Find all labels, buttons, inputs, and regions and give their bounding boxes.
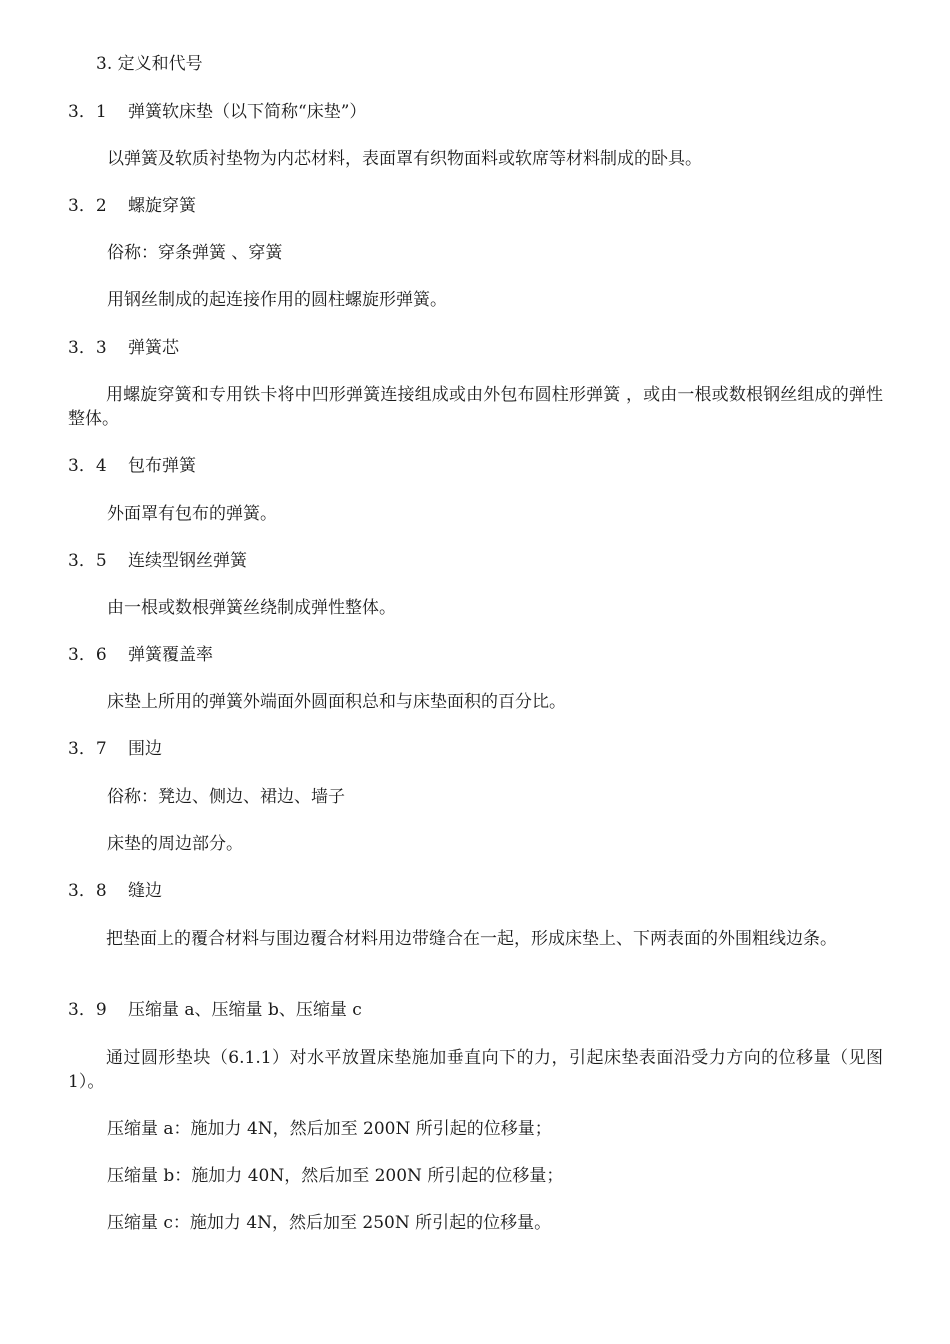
section-title: 连续型钢丝弹簧 <box>128 551 247 571</box>
definition-text: 外面罩有包布的弹簧。 <box>107 504 277 524</box>
definition-text: 用螺旋穿簧和专用铁卡将中凹形弹簧连接组成或由外包布圆柱形弹簧 ，或由一根或数根钢丝组成的弹性整体。 <box>68 385 883 429</box>
definition-text: 通过圆形垫块（6.1.1）对水平放置床垫施加垂直向下的力，引起床垫表面沿受力方向的位移量（见图 1）。 <box>68 1048 883 1092</box>
compression-c-text: 压缩量 c：施加力 4N，然后加至 250N 所引起的位移量。 <box>107 1213 552 1233</box>
section-number: 3．9 <box>68 1000 107 1020</box>
section-heading-3-8 <box>68 880 162 902</box>
section-number: 3．6 <box>68 645 107 665</box>
definition-text: 用钢丝制成的起连接作用的圆柱螺旋形弹簧。 <box>107 290 447 310</box>
section-title: 弹簧覆盖率 <box>128 645 213 665</box>
alias-text: 俗称：凳边、侧边、裙边、墙子 <box>107 787 345 807</box>
section-heading-3-1 <box>68 101 366 123</box>
section-title: 包布弹簧 <box>128 456 196 476</box>
section-heading-3-7 <box>68 738 162 760</box>
definition-text: 床垫的周边部分。 <box>107 834 243 854</box>
section-number: 3．2 <box>68 196 107 216</box>
definition-text: 把垫面上的覆合材料与围边覆合材料用边带缝合在一起，形成床垫上、下两表面的外围粗线边条。 <box>106 929 837 949</box>
section-number: 3．1 <box>68 102 107 122</box>
section-number: 3．4 <box>68 456 107 476</box>
chapter-heading: 3. 定义和代号 <box>96 54 203 74</box>
section-number: 3．8 <box>68 881 107 901</box>
section-number: 3．7 <box>68 739 107 759</box>
section-heading-3-2 <box>68 195 196 217</box>
section-title: 压缩量 a、压缩量 b、压缩量 c <box>128 1000 362 1020</box>
section-heading-3-9 <box>68 999 362 1021</box>
section-heading-3-3 <box>68 337 179 359</box>
section-title: 弹簧芯 <box>128 338 179 358</box>
section-number: 3．5 <box>68 551 107 571</box>
section-number: 3．3 <box>68 338 107 358</box>
compression-b-text: 压缩量 b：施加力 40N，然后加至 200N 所引起的位移量； <box>107 1166 564 1186</box>
section-title: 围边 <box>128 739 162 759</box>
section-title: 弹簧软床垫（以下简称“床垫”） <box>128 102 367 122</box>
definition-text: 以弹簧及软质衬垫物为内芯材料，表面罩有织物面料或软席等材料制成的卧具。 <box>107 149 702 169</box>
section-heading-3-5 <box>68 550 247 572</box>
section-heading-3-6 <box>68 644 213 666</box>
compression-a-text: 压缩量 a：施加力 4N，然后加至 200N 所引起的位移量； <box>107 1119 552 1139</box>
alias-text: 俗称：穿条弹簧 、穿簧 <box>107 243 283 263</box>
definition-text: 床垫上所用的弹簧外端面外圆面积总和与床垫面积的百分比。 <box>107 692 566 712</box>
section-title: 螺旋穿簧 <box>128 196 196 216</box>
definition-text: 由一根或数根弹簧丝绕制成弹性整体。 <box>107 598 396 618</box>
section-heading-3-4 <box>68 455 196 477</box>
section-title: 缝边 <box>128 881 162 901</box>
